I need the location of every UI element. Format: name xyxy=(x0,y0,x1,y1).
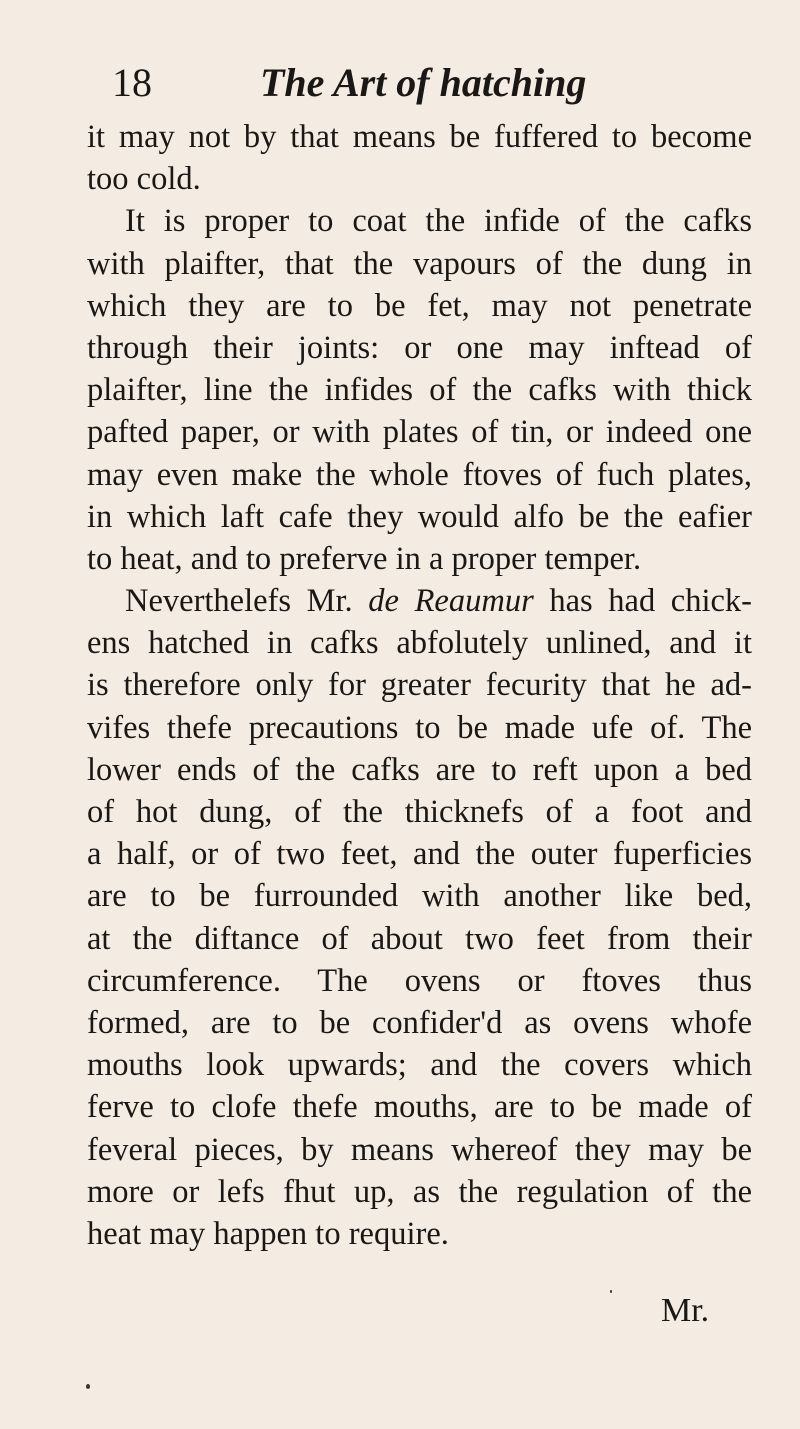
body-text xyxy=(87,116,752,1255)
text-line: to heat, and to preferve in a proper temper. xyxy=(87,540,642,577)
running-head xyxy=(112,58,732,108)
text-line: It is proper to coat the infide of the cafks xyxy=(125,203,752,240)
text-line: ferve to clofe thefe mouths, are to be made of xyxy=(87,1089,752,1126)
italic-name: de Reaumur xyxy=(368,583,534,620)
text-line: heat may happen to require. xyxy=(87,1215,449,1252)
text-segment: has had chick- xyxy=(533,583,752,620)
text-line: with plaifter, that the vapours of the dung in xyxy=(87,245,752,282)
ink-speck xyxy=(86,1384,90,1389)
catchword: Mr. xyxy=(661,1292,710,1329)
text-line: it may not by that means be fuffered to become xyxy=(87,119,752,155)
text-line: of hot dung, of the thicknefs of a foot and xyxy=(87,794,752,830)
text-line: lower ends of the cafks are to reft upon a bed xyxy=(87,751,752,788)
text-line xyxy=(87,580,752,622)
text-line: ens hatched in cafks abfolutely unlined, and it xyxy=(87,625,752,662)
text-line: vifes thefe precautions to be made ufe of. The xyxy=(87,709,752,746)
text-line: which they are to be fet, may not penetrate xyxy=(87,287,752,324)
text-line: through their joints: or one may inftead of xyxy=(87,329,752,366)
running-title: The Art of hatching xyxy=(260,60,587,105)
text-segment: Neverthelefs Mr. xyxy=(125,583,369,620)
text-line: feveral pieces, by means whereof they may be xyxy=(87,1131,752,1168)
text-line: circumference. The ovens or ftoves thus xyxy=(87,962,752,999)
text-line: pafted paper, or with plates of tin, or indeed one xyxy=(87,414,752,451)
ink-speck xyxy=(610,1290,612,1293)
text-line: plaifter, line the infides of the cafks with thick xyxy=(87,372,752,409)
text-line: is therefore only for greater fecurity that he ad- xyxy=(87,667,752,704)
text-line: mouths look upwards; and the covers which xyxy=(87,1047,752,1084)
page-number: 18 xyxy=(112,60,152,105)
text-line: in which laft cafe they would alfo be the eafier xyxy=(87,498,752,535)
text-line: formed, are to be confider'd as ovens whofe xyxy=(87,1004,752,1041)
text-line: are to be furrounded with another like bed, xyxy=(87,878,752,915)
text-line: a half, or of two feet, and the outer fuperficies xyxy=(87,836,752,873)
text-line: may even make the whole ftoves of fuch plates, xyxy=(87,456,752,493)
text-line: at the diftance of about two feet from their xyxy=(87,920,752,957)
text-line: too cold. xyxy=(87,161,201,198)
text-line: more or lefs fhut up, as the regulation of the xyxy=(87,1173,752,1210)
